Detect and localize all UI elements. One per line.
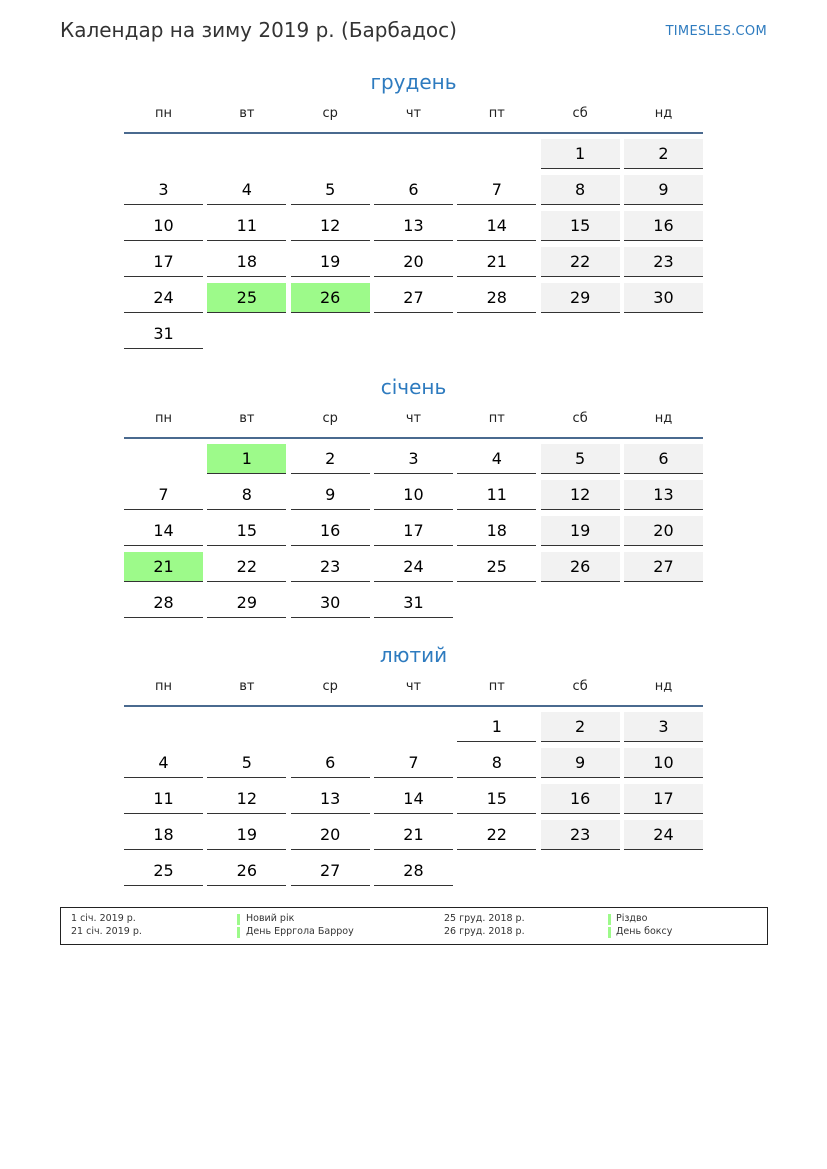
day-cell: 4 bbox=[207, 175, 286, 205]
legend-holiday-name: День Ерргола Барроу bbox=[246, 926, 354, 937]
weekday-header bbox=[124, 677, 703, 703]
day-cell: 15 bbox=[541, 211, 620, 241]
legend-color-marker bbox=[237, 914, 240, 925]
legend-date: 21 січ. 2019 р. bbox=[71, 926, 142, 937]
empty-cell bbox=[291, 139, 370, 169]
legend-date: 26 груд. 2018 р. bbox=[444, 926, 525, 937]
day-cell: 8 bbox=[541, 175, 620, 205]
month-title: лютий bbox=[379, 643, 448, 667]
empty-cell bbox=[207, 139, 286, 169]
day-cell: 9 bbox=[624, 175, 703, 205]
weekday-header bbox=[124, 409, 703, 435]
day-cell: 26 bbox=[541, 552, 620, 582]
empty-cell bbox=[124, 139, 203, 169]
day-cell: 10 bbox=[124, 211, 203, 241]
empty-cell bbox=[124, 712, 203, 742]
day-cell: 11 bbox=[457, 480, 536, 510]
weekday-label: сб bbox=[572, 679, 588, 694]
day-cell: 14 bbox=[124, 516, 203, 546]
weekday-label: чт bbox=[405, 679, 422, 694]
weekday-label: пт bbox=[488, 679, 505, 694]
day-cell: 21 bbox=[374, 820, 453, 850]
weekday-label: пт bbox=[488, 411, 505, 426]
day-cell: 11 bbox=[207, 211, 286, 241]
weekday-label: ср bbox=[322, 679, 338, 694]
day-cell: 17 bbox=[124, 247, 203, 277]
month-february bbox=[124, 641, 703, 892]
day-cell: 28 bbox=[124, 588, 203, 618]
day-cell: 22 bbox=[207, 552, 286, 582]
legend-holiday-name: Різдво bbox=[616, 913, 648, 924]
day-cell: 29 bbox=[207, 588, 286, 618]
day-cell: 20 bbox=[624, 516, 703, 546]
day-cell: 7 bbox=[374, 748, 453, 778]
day-cell: 16 bbox=[291, 516, 370, 546]
day-cell: 17 bbox=[374, 516, 453, 546]
weekday-label: вт bbox=[239, 106, 255, 121]
day-cell: 19 bbox=[291, 247, 370, 277]
day-cell: 27 bbox=[374, 283, 453, 313]
day-cell: 18 bbox=[207, 247, 286, 277]
day-cell: 4 bbox=[457, 444, 536, 474]
weekday-label: нд bbox=[654, 411, 673, 426]
legend-color-marker bbox=[608, 914, 611, 925]
day-cell: 27 bbox=[624, 552, 703, 582]
weekday-label: нд bbox=[654, 106, 673, 121]
day-cell: 23 bbox=[624, 247, 703, 277]
day-cell: 13 bbox=[374, 211, 453, 241]
day-cell: 1 bbox=[541, 139, 620, 169]
day-cell: 5 bbox=[207, 748, 286, 778]
weekday-label: чт bbox=[405, 411, 422, 426]
holiday-day-cell: 25 bbox=[207, 283, 286, 313]
day-cell: 6 bbox=[291, 748, 370, 778]
legend-holiday-name: Новий рік bbox=[246, 913, 295, 924]
month-title: січень bbox=[380, 375, 447, 399]
weekday-label: пт bbox=[488, 106, 505, 121]
day-cell: 24 bbox=[624, 820, 703, 850]
day-cell: 18 bbox=[457, 516, 536, 546]
day-cell: 21 bbox=[457, 247, 536, 277]
day-cell: 16 bbox=[624, 211, 703, 241]
weekday-header bbox=[124, 104, 703, 130]
holiday-day-cell: 1 bbox=[207, 444, 286, 474]
day-cell: 26 bbox=[207, 856, 286, 886]
weekday-label: нд bbox=[654, 679, 673, 694]
day-cell: 7 bbox=[457, 175, 536, 205]
empty-cell bbox=[124, 444, 203, 474]
weekday-label: пн bbox=[155, 106, 172, 121]
day-cell: 20 bbox=[374, 247, 453, 277]
weekday-label: чт bbox=[405, 106, 422, 121]
day-cell: 7 bbox=[124, 480, 203, 510]
day-cell: 1 bbox=[457, 712, 536, 742]
day-cell: 30 bbox=[291, 588, 370, 618]
legend-date: 25 груд. 2018 р. bbox=[444, 913, 525, 924]
day-cell: 13 bbox=[291, 784, 370, 814]
header-divider bbox=[124, 132, 703, 134]
day-cell: 13 bbox=[624, 480, 703, 510]
empty-cell bbox=[374, 139, 453, 169]
day-cell: 14 bbox=[457, 211, 536, 241]
day-cell: 23 bbox=[291, 552, 370, 582]
day-cell: 4 bbox=[124, 748, 203, 778]
day-cell: 23 bbox=[541, 820, 620, 850]
day-cell: 31 bbox=[124, 319, 203, 349]
day-cell: 22 bbox=[457, 820, 536, 850]
day-cell: 5 bbox=[291, 175, 370, 205]
empty-cell bbox=[207, 712, 286, 742]
day-cell: 22 bbox=[541, 247, 620, 277]
legend-date: 1 січ. 2019 р. bbox=[71, 913, 136, 924]
day-cell: 6 bbox=[374, 175, 453, 205]
day-cell: 29 bbox=[541, 283, 620, 313]
empty-cell bbox=[374, 712, 453, 742]
holiday-legend bbox=[60, 907, 768, 945]
legend-color-marker bbox=[237, 927, 240, 938]
day-cell: 3 bbox=[624, 712, 703, 742]
day-cell: 10 bbox=[374, 480, 453, 510]
day-cell: 2 bbox=[541, 712, 620, 742]
day-cell: 9 bbox=[291, 480, 370, 510]
day-cell: 8 bbox=[207, 480, 286, 510]
day-cell: 17 bbox=[624, 784, 703, 814]
day-cell: 27 bbox=[291, 856, 370, 886]
day-cell: 19 bbox=[207, 820, 286, 850]
day-cell: 2 bbox=[291, 444, 370, 474]
day-cell: 25 bbox=[457, 552, 536, 582]
weekday-label: пн bbox=[155, 411, 172, 426]
weekday-label: ср bbox=[322, 411, 338, 426]
day-cell: 28 bbox=[457, 283, 536, 313]
day-cell: 12 bbox=[291, 211, 370, 241]
header-divider bbox=[124, 437, 703, 439]
day-cell: 2 bbox=[624, 139, 703, 169]
day-cell: 18 bbox=[124, 820, 203, 850]
day-cell: 28 bbox=[374, 856, 453, 886]
day-cell: 3 bbox=[374, 444, 453, 474]
day-cell: 9 bbox=[541, 748, 620, 778]
empty-cell bbox=[291, 712, 370, 742]
site-link[interactable]: TIMESLES.COM bbox=[665, 24, 767, 39]
day-cell: 6 bbox=[624, 444, 703, 474]
day-cell: 15 bbox=[207, 516, 286, 546]
month-december bbox=[124, 68, 703, 355]
holiday-day-cell: 21 bbox=[124, 552, 203, 582]
empty-cell bbox=[457, 139, 536, 169]
day-cell: 14 bbox=[374, 784, 453, 814]
day-grid bbox=[124, 444, 703, 624]
month-title: грудень bbox=[370, 70, 457, 94]
page-title: Календар на зиму 2019 р. (Барбадос) bbox=[60, 18, 457, 42]
weekday-label: сб bbox=[572, 106, 588, 121]
legend-holiday-name: День боксу bbox=[616, 926, 673, 937]
day-cell: 5 bbox=[541, 444, 620, 474]
day-grid bbox=[124, 139, 703, 355]
day-cell: 8 bbox=[457, 748, 536, 778]
month-january bbox=[124, 373, 703, 624]
weekday-label: вт bbox=[239, 679, 255, 694]
day-cell: 12 bbox=[207, 784, 286, 814]
day-cell: 24 bbox=[124, 283, 203, 313]
header-divider bbox=[124, 705, 703, 707]
day-cell: 12 bbox=[541, 480, 620, 510]
day-cell: 16 bbox=[541, 784, 620, 814]
weekday-label: ср bbox=[322, 106, 338, 121]
holiday-day-cell: 26 bbox=[291, 283, 370, 313]
weekday-label: сб bbox=[572, 411, 588, 426]
legend-color-marker bbox=[608, 927, 611, 938]
day-grid bbox=[124, 712, 703, 892]
day-cell: 19 bbox=[541, 516, 620, 546]
day-cell: 24 bbox=[374, 552, 453, 582]
day-cell: 25 bbox=[124, 856, 203, 886]
weekday-label: вт bbox=[239, 411, 255, 426]
day-cell: 11 bbox=[124, 784, 203, 814]
day-cell: 30 bbox=[624, 283, 703, 313]
day-cell: 3 bbox=[124, 175, 203, 205]
day-cell: 10 bbox=[624, 748, 703, 778]
day-cell: 31 bbox=[374, 588, 453, 618]
day-cell: 15 bbox=[457, 784, 536, 814]
weekday-label: пн bbox=[155, 679, 172, 694]
day-cell: 20 bbox=[291, 820, 370, 850]
